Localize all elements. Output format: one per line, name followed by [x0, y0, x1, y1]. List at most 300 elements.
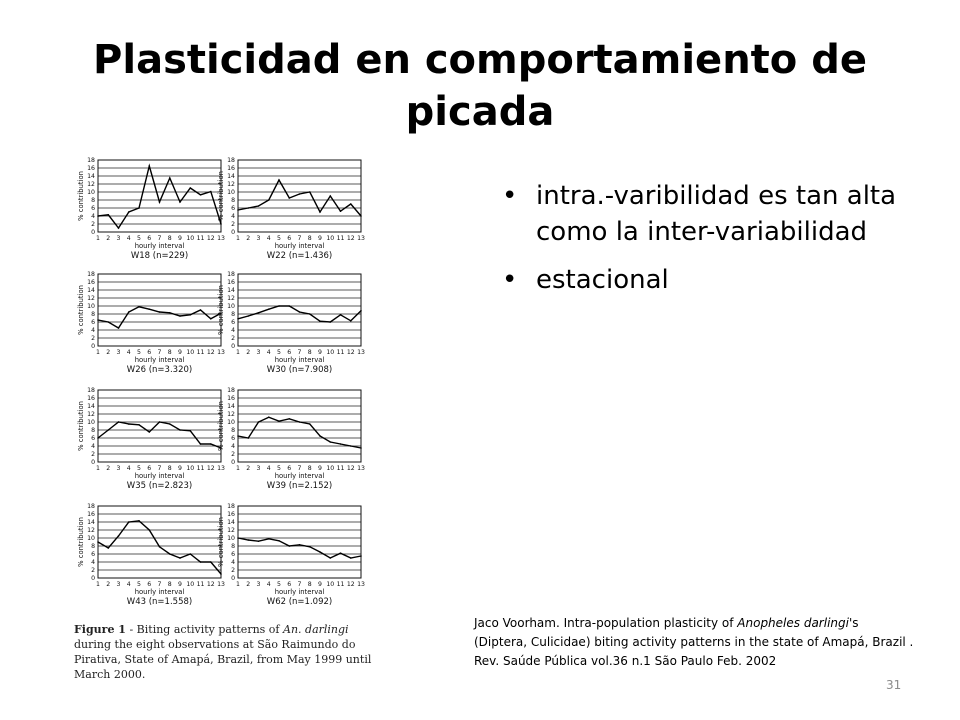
x-tick-label: 8: [307, 465, 312, 472]
y-tick-label: 0: [231, 575, 235, 583]
figure-caption-species: An. darlingi: [283, 623, 349, 636]
y-tick-label: 16: [227, 395, 235, 403]
x-tick-label: 3: [256, 465, 261, 472]
x-tick-label: 9: [178, 465, 182, 472]
y-tick-label: 10: [227, 303, 235, 311]
x-tick-label: 7: [157, 581, 162, 588]
plot-frame: [238, 274, 361, 346]
chart-panel: [77, 387, 225, 491]
data-point: [247, 207, 249, 209]
y-tick-label: 6: [91, 319, 95, 327]
x-tick-label: 7: [297, 465, 302, 472]
x-tick-label: 1: [96, 465, 100, 472]
data-point: [258, 312, 260, 314]
x-tick-label: 4: [266, 465, 271, 472]
data-point: [340, 552, 342, 554]
data-point: [189, 314, 191, 316]
plot-frame: [98, 390, 221, 462]
x-tick-label: 8: [307, 349, 312, 356]
series-line: [98, 422, 221, 448]
y-tick-label: 2: [91, 567, 95, 575]
x-axis-label: hourly interval: [134, 356, 185, 364]
x-tick-label: 5: [277, 465, 281, 472]
data-point: [138, 520, 140, 522]
x-tick-label: 2: [246, 465, 251, 472]
chart-panel: [77, 271, 225, 375]
x-tick-label: 11: [336, 581, 345, 588]
series-line: [98, 307, 221, 328]
y-tick-label: 12: [87, 527, 95, 535]
x-tick-label: 4: [126, 465, 131, 472]
x-tick-label: 3: [116, 465, 121, 472]
chart-title: W18 (n=229): [130, 251, 189, 261]
y-tick-label: 8: [91, 311, 95, 319]
series-line: [238, 180, 361, 216]
x-tick-label: 8: [167, 581, 172, 588]
chart-title: W30 (n=7.908): [266, 365, 333, 375]
x-tick-label: 3: [256, 581, 261, 588]
y-tick-label: 12: [227, 527, 235, 535]
x-tick-label: 2: [106, 465, 111, 472]
x-tick-label: 10: [186, 349, 195, 356]
y-tick-label: 0: [231, 459, 235, 467]
x-tick-label: 10: [186, 465, 195, 472]
x-tick-label: 13: [217, 581, 225, 588]
x-tick-label: 8: [167, 349, 172, 356]
data-point: [97, 215, 99, 217]
x-tick-label: 2: [106, 235, 111, 242]
x-tick-label: 10: [326, 349, 335, 356]
y-tick-label: 8: [231, 543, 235, 551]
x-tick-label: 11: [196, 465, 205, 472]
data-point: [319, 320, 321, 322]
x-tick-label: 11: [336, 349, 345, 356]
data-point: [200, 309, 202, 311]
y-tick-label: 4: [91, 213, 95, 221]
y-tick-label: 6: [91, 551, 95, 559]
y-tick-label: 4: [231, 327, 235, 335]
data-point: [237, 537, 239, 539]
data-point: [189, 553, 191, 555]
data-point: [210, 191, 212, 193]
x-tick-label: 12: [346, 235, 355, 242]
y-tick-label: 0: [91, 229, 95, 237]
chart-title: W22 (n=1.436): [266, 251, 333, 261]
y-tick-label: 18: [227, 503, 235, 511]
data-point: [299, 421, 301, 423]
y-tick-label: 6: [91, 205, 95, 213]
y-tick-label: 14: [227, 403, 235, 411]
x-tick-label: 7: [297, 349, 302, 356]
chart-panel: [77, 157, 225, 261]
data-point: [200, 443, 202, 445]
y-tick-label: 18: [87, 157, 95, 165]
x-tick-label: 9: [178, 235, 182, 242]
series-line: [98, 166, 221, 228]
figure-caption-label: Figure 1: [74, 623, 126, 636]
x-tick-label: 13: [217, 349, 225, 356]
data-point: [148, 431, 150, 433]
y-tick-label: 10: [227, 189, 235, 197]
data-point: [220, 223, 222, 225]
y-tick-label: 2: [91, 451, 95, 459]
data-point: [159, 546, 161, 548]
x-tick-label: 9: [318, 235, 322, 242]
x-axis-label: hourly interval: [134, 472, 185, 480]
title-line-1: Plasticidad en comportamiento de: [93, 37, 867, 83]
x-tick-label: 13: [217, 235, 225, 242]
y-tick-label: 0: [91, 575, 95, 583]
data-point: [299, 193, 301, 195]
citation-text-2: 's (Diptera, Culicidae) biting activity patterns in the state of Amapá, Brazil . Rev. Saúde Pública vol.36 n.1 São Paulo Feb. 2002: [474, 616, 914, 668]
x-tick-label: 6: [147, 349, 152, 356]
x-tick-label: 7: [157, 235, 162, 242]
x-tick-label: 12: [206, 235, 215, 242]
y-tick-label: 12: [87, 295, 95, 303]
x-tick-label: 4: [266, 581, 271, 588]
x-tick-label: 13: [357, 349, 365, 356]
x-axis-label: hourly interval: [274, 356, 325, 364]
chart-panel: [217, 503, 365, 607]
y-tick-label: 16: [227, 511, 235, 519]
y-tick-label: 0: [91, 343, 95, 351]
data-point: [148, 308, 150, 310]
data-point: [138, 424, 140, 426]
data-point: [169, 423, 171, 425]
biting-activity-figure: [72, 154, 388, 616]
y-tick-label: 14: [87, 287, 95, 295]
data-point: [288, 545, 290, 547]
y-tick-label: 0: [231, 229, 235, 237]
data-point: [200, 194, 202, 196]
y-axis-label: % contribution: [77, 285, 85, 335]
x-tick-label: 9: [178, 581, 182, 588]
y-tick-label: 18: [227, 387, 235, 395]
data-point: [350, 445, 352, 447]
series-line: [238, 538, 361, 558]
x-tick-label: 6: [287, 235, 292, 242]
data-point: [237, 435, 239, 437]
data-point: [97, 319, 99, 321]
slide-title: [60, 34, 900, 138]
x-tick-label: 9: [318, 349, 322, 356]
data-point: [309, 313, 311, 315]
data-point: [288, 305, 290, 307]
data-point: [159, 311, 161, 313]
data-point: [268, 416, 270, 418]
y-tick-label: 14: [227, 519, 235, 527]
data-point: [97, 541, 99, 543]
data-point: [309, 423, 311, 425]
data-point: [138, 207, 140, 209]
data-point: [268, 538, 270, 540]
x-tick-label: 4: [126, 581, 131, 588]
x-tick-label: 12: [206, 465, 215, 472]
x-tick-label: 11: [196, 581, 205, 588]
y-tick-label: 2: [231, 567, 235, 575]
y-tick-label: 6: [231, 551, 235, 559]
y-tick-label: 4: [231, 443, 235, 451]
data-point: [107, 429, 109, 431]
data-point: [220, 573, 222, 575]
data-point: [247, 539, 249, 541]
y-tick-label: 10: [227, 535, 235, 543]
data-point: [210, 318, 212, 320]
y-tick-label: 8: [231, 427, 235, 435]
data-point: [268, 199, 270, 201]
x-tick-label: 5: [137, 349, 141, 356]
plot-frame: [238, 506, 361, 578]
x-tick-label: 13: [357, 581, 365, 588]
x-tick-label: 3: [116, 581, 121, 588]
y-tick-label: 18: [227, 157, 235, 165]
citation-text-1: Jaco Voorham. Intra-population plasticity of: [474, 616, 738, 630]
y-axis-label: % contribution: [217, 171, 225, 221]
bullet-item: • intra.-varibilidad es tan alta como la inter-variabilidad: [500, 178, 900, 250]
data-point: [288, 418, 290, 420]
plot-frame: [98, 274, 221, 346]
data-point: [200, 561, 202, 563]
data-point: [179, 429, 181, 431]
x-tick-label: 5: [137, 465, 141, 472]
data-point: [329, 195, 331, 197]
y-tick-label: 8: [231, 197, 235, 205]
x-tick-label: 3: [116, 235, 121, 242]
x-tick-label: 1: [96, 235, 100, 242]
data-point: [360, 310, 362, 312]
data-point: [148, 529, 150, 531]
x-tick-label: 13: [357, 465, 365, 472]
x-tick-label: 8: [307, 581, 312, 588]
plot-frame: [98, 506, 221, 578]
x-tick-label: 1: [96, 349, 100, 356]
y-tick-label: 0: [231, 343, 235, 351]
chart-title: W43 (n=1.558): [126, 597, 193, 607]
x-tick-label: 2: [246, 349, 251, 356]
y-tick-label: 2: [91, 221, 95, 229]
x-tick-label: 3: [116, 349, 121, 356]
data-point: [247, 315, 249, 317]
data-point: [107, 547, 109, 549]
citation: [474, 614, 914, 671]
x-tick-label: 6: [147, 235, 152, 242]
y-tick-label: 8: [231, 311, 235, 319]
data-point: [138, 306, 140, 308]
data-point: [179, 557, 181, 559]
citation-species: Anopheles darlingi: [737, 616, 849, 630]
data-point: [210, 561, 212, 563]
x-tick-label: 3: [256, 235, 261, 242]
x-axis-label: hourly interval: [134, 588, 185, 596]
y-tick-label: 8: [91, 427, 95, 435]
data-point: [299, 544, 301, 546]
y-tick-label: 12: [227, 411, 235, 419]
data-point: [329, 441, 331, 443]
x-tick-label: 11: [196, 349, 205, 356]
x-tick-label: 8: [167, 235, 172, 242]
data-point: [179, 315, 181, 317]
y-tick-label: 10: [227, 419, 235, 427]
x-tick-label: 10: [326, 235, 335, 242]
data-point: [350, 557, 352, 559]
y-tick-label: 12: [227, 295, 235, 303]
data-point: [159, 421, 161, 423]
y-tick-label: 4: [231, 559, 235, 567]
data-point: [128, 521, 130, 523]
x-axis-label: hourly interval: [134, 242, 185, 250]
y-tick-label: 12: [87, 181, 95, 189]
data-point: [189, 187, 191, 189]
x-tick-label: 6: [287, 349, 292, 356]
x-tick-label: 9: [178, 349, 182, 356]
data-point: [299, 311, 301, 313]
y-tick-label: 10: [87, 189, 95, 197]
y-tick-label: 12: [227, 181, 235, 189]
x-tick-label: 5: [137, 581, 141, 588]
y-tick-label: 6: [231, 435, 235, 443]
data-point: [340, 314, 342, 316]
x-axis-label: hourly interval: [274, 588, 325, 596]
data-point: [278, 179, 280, 181]
x-tick-label: 1: [236, 349, 240, 356]
data-point: [258, 421, 260, 423]
x-tick-label: 1: [236, 581, 240, 588]
x-tick-label: 2: [106, 581, 111, 588]
data-point: [169, 177, 171, 179]
data-point: [118, 535, 120, 537]
title-line-2: picada: [405, 89, 555, 135]
y-tick-label: 6: [231, 319, 235, 327]
figure-caption-text-1: - Biting activity patterns of: [125, 623, 283, 636]
chart-title: W26 (n=3.320): [126, 365, 193, 375]
data-point: [237, 209, 239, 211]
y-tick-label: 8: [91, 197, 95, 205]
data-point: [360, 215, 362, 217]
x-tick-label: 9: [318, 581, 322, 588]
x-tick-label: 12: [346, 465, 355, 472]
x-tick-label: 13: [217, 465, 225, 472]
data-point: [247, 437, 249, 439]
y-axis-label: % contribution: [77, 401, 85, 451]
y-tick-label: 18: [87, 271, 95, 279]
y-tick-label: 16: [87, 395, 95, 403]
x-tick-label: 4: [266, 235, 271, 242]
x-tick-label: 9: [318, 465, 322, 472]
y-tick-label: 6: [91, 435, 95, 443]
data-point: [309, 191, 311, 193]
x-tick-label: 7: [157, 349, 162, 356]
data-point: [107, 321, 109, 323]
x-tick-label: 6: [287, 465, 292, 472]
chart-panel: [217, 271, 365, 375]
y-tick-label: 2: [231, 221, 235, 229]
x-tick-label: 6: [147, 581, 152, 588]
data-point: [128, 311, 130, 313]
chart-panel: [217, 157, 365, 261]
y-axis-label: % contribution: [217, 285, 225, 335]
bullet-item: • estacional: [500, 262, 900, 298]
x-tick-label: 7: [157, 465, 162, 472]
data-point: [278, 305, 280, 307]
x-tick-label: 10: [326, 465, 335, 472]
page-number: 31: [886, 678, 902, 692]
y-tick-label: 16: [227, 279, 235, 287]
x-tick-label: 10: [326, 581, 335, 588]
y-tick-label: 10: [87, 419, 95, 427]
x-tick-label: 5: [277, 235, 281, 242]
x-tick-label: 8: [167, 465, 172, 472]
x-tick-label: 11: [336, 465, 345, 472]
plot-frame: [238, 160, 361, 232]
x-tick-label: 7: [297, 581, 302, 588]
y-tick-label: 18: [87, 503, 95, 511]
data-point: [210, 443, 212, 445]
y-tick-label: 16: [87, 165, 95, 173]
x-tick-label: 12: [346, 581, 355, 588]
data-point: [288, 197, 290, 199]
data-point: [118, 327, 120, 329]
data-point: [107, 214, 109, 216]
y-tick-label: 8: [91, 543, 95, 551]
y-tick-label: 18: [87, 387, 95, 395]
chart-title: W62 (n=1.092): [266, 597, 333, 607]
figure-caption-text-2: during the eight observations at São Raimundo do Pirativa, State of Amapá, Brazil, from May 1999 until March 2000.: [74, 638, 372, 681]
y-tick-label: 12: [87, 411, 95, 419]
x-tick-label: 3: [256, 349, 261, 356]
data-point: [258, 540, 260, 542]
x-tick-label: 4: [266, 349, 271, 356]
y-tick-label: 6: [231, 205, 235, 213]
x-tick-label: 1: [236, 235, 240, 242]
chart-panel: [77, 503, 225, 607]
y-tick-label: 16: [87, 511, 95, 519]
x-tick-label: 1: [96, 581, 100, 588]
bullet-list: [500, 178, 900, 310]
y-tick-label: 2: [231, 451, 235, 459]
data-point: [237, 318, 239, 320]
y-tick-label: 4: [91, 559, 95, 567]
data-point: [319, 551, 321, 553]
figure-caption: [74, 622, 384, 682]
data-point: [329, 557, 331, 559]
x-tick-label: 12: [346, 349, 355, 356]
y-tick-label: 16: [227, 165, 235, 173]
data-point: [118, 421, 120, 423]
y-axis-label: % contribution: [217, 517, 225, 567]
data-point: [278, 540, 280, 542]
data-point: [360, 447, 362, 449]
y-tick-label: 14: [227, 287, 235, 295]
data-point: [319, 435, 321, 437]
x-tick-label: 4: [126, 349, 131, 356]
chart-title: W39 (n=2.152): [266, 481, 333, 491]
y-tick-label: 14: [227, 173, 235, 181]
x-tick-label: 4: [126, 235, 131, 242]
y-tick-label: 2: [91, 335, 95, 343]
x-tick-label: 11: [196, 235, 205, 242]
data-point: [360, 555, 362, 557]
x-tick-label: 10: [186, 581, 195, 588]
data-point: [159, 201, 161, 203]
data-point: [319, 211, 321, 213]
y-tick-label: 10: [87, 303, 95, 311]
x-axis-label: hourly interval: [274, 472, 325, 480]
x-tick-label: 2: [106, 349, 111, 356]
x-tick-label: 5: [277, 349, 281, 356]
x-tick-label: 5: [137, 235, 141, 242]
y-tick-label: 18: [227, 271, 235, 279]
data-point: [179, 201, 181, 203]
